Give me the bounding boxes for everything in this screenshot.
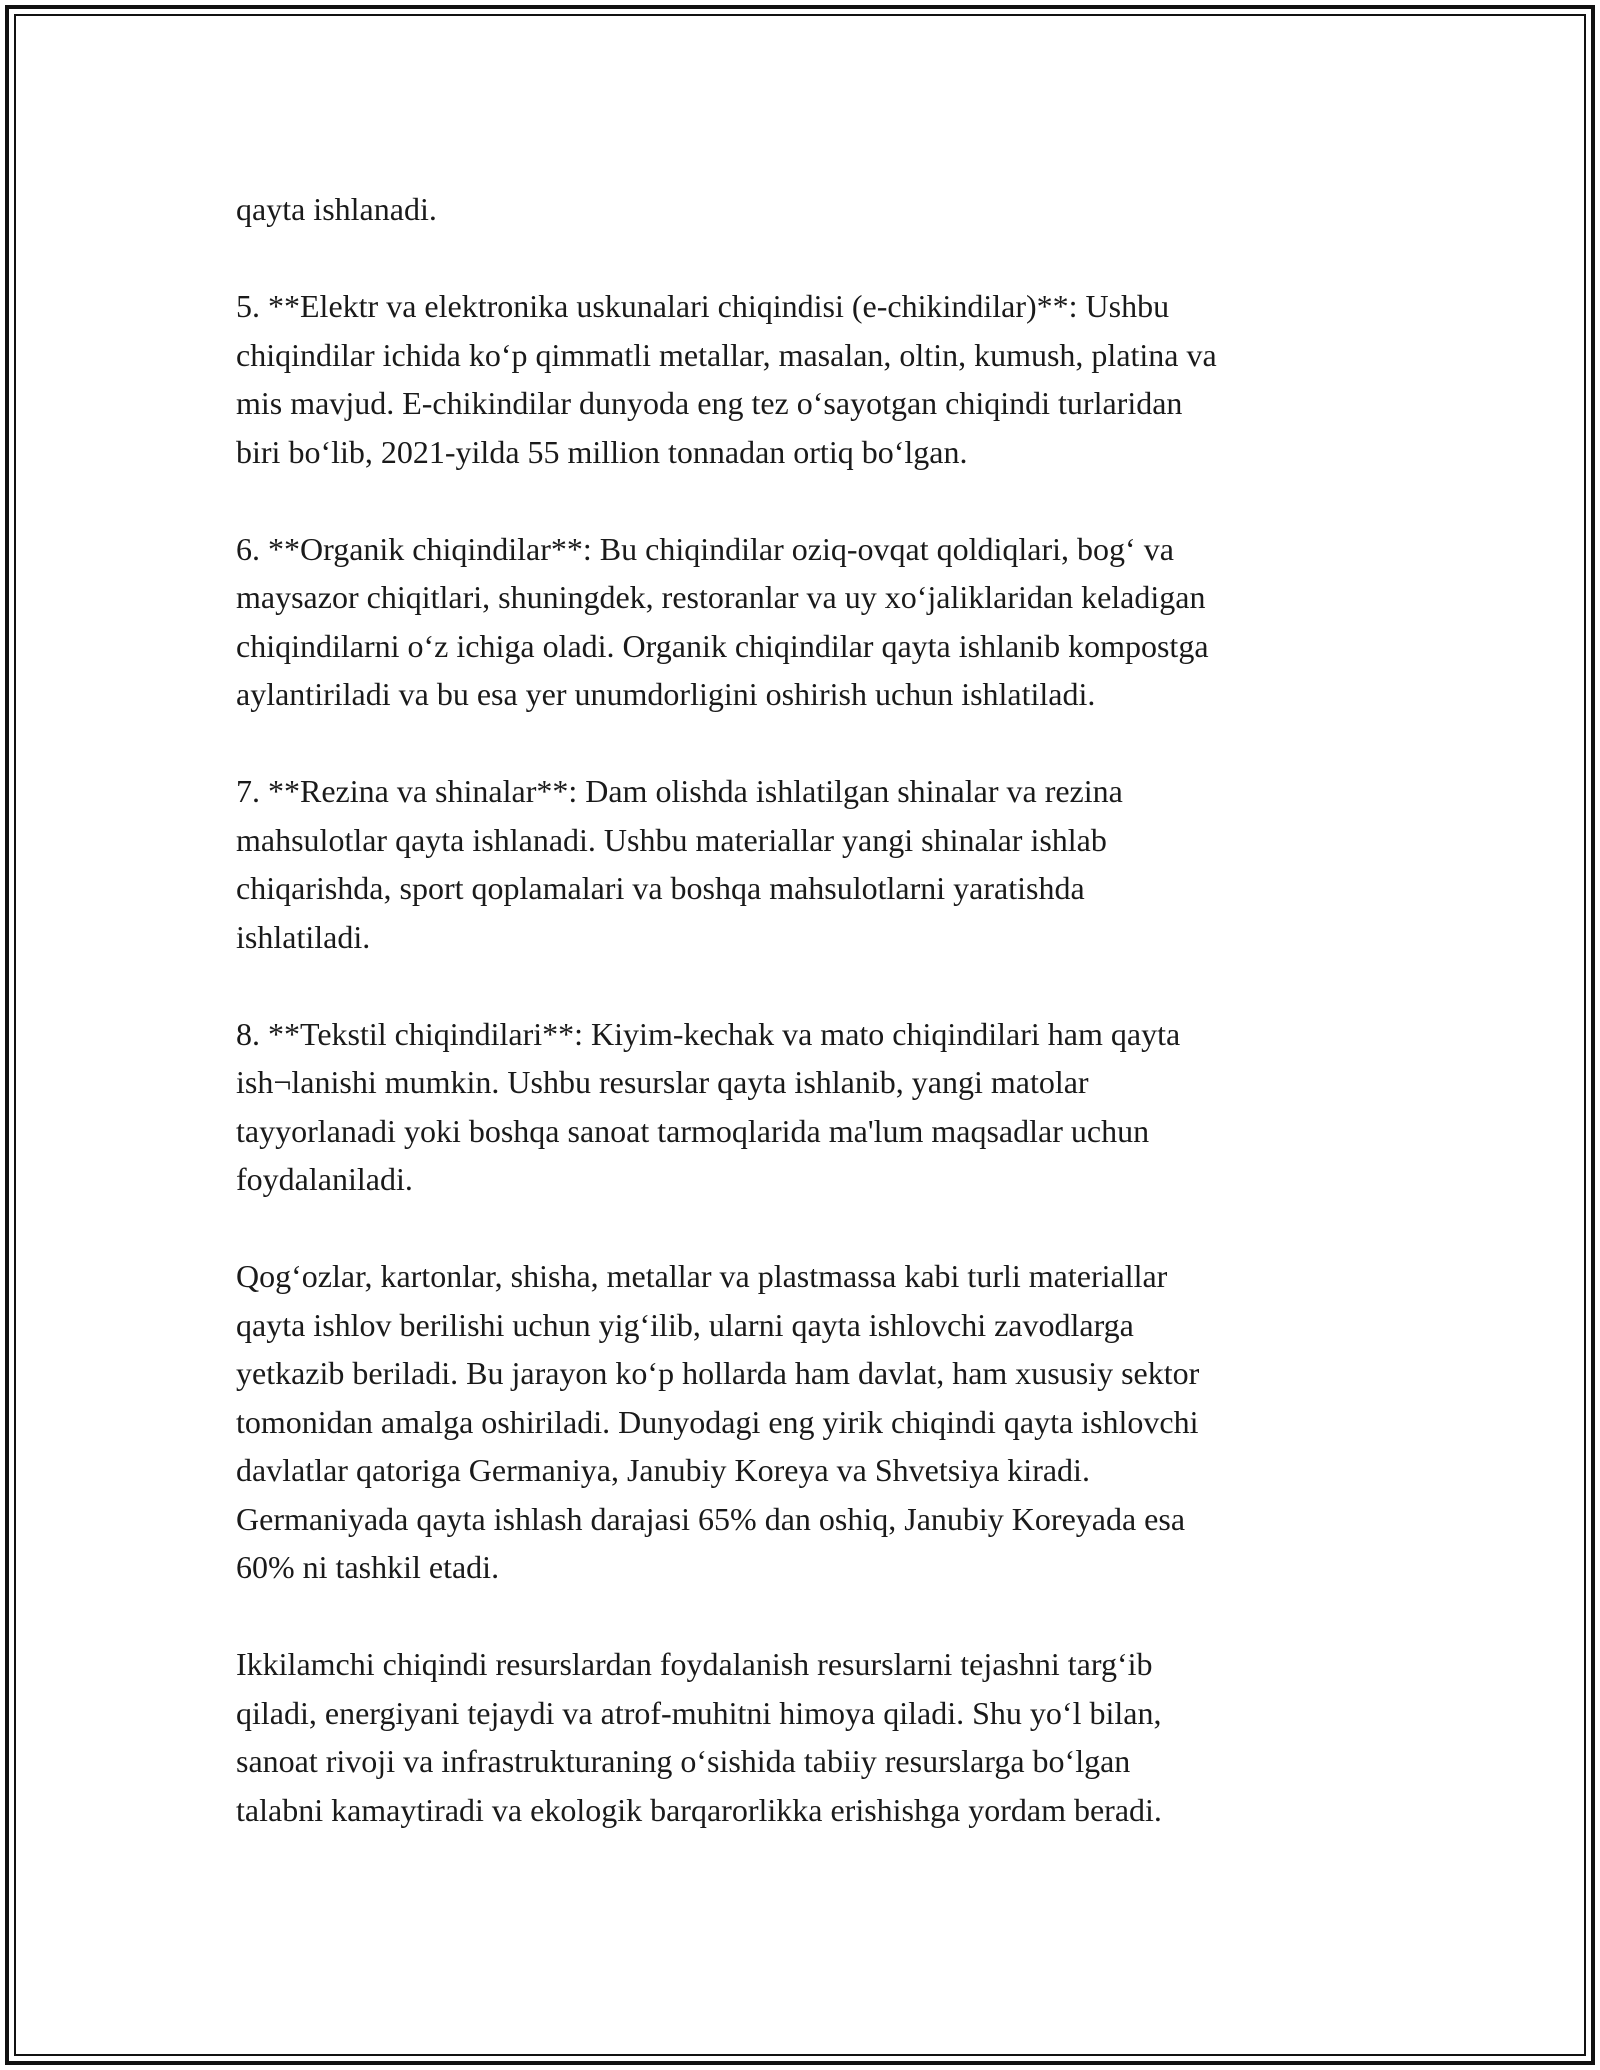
text-line: maysazor chiqitlari, shuningdek, restoranlar va uy xo‘jaliklaridan keladigan: [236, 579, 1206, 615]
text-line: tayyorlanadi yoki boshqa sanoat tarmoqlarida ma'lum maqsadlar uchun: [236, 1112, 1150, 1149]
text-line: qiladi, energiyani tejaydi va atrof-muhitni himoya qiladi. Shu yo‘l bilan,: [236, 1694, 1162, 1731]
text-line: chiqarishda, sport qoplamalari va boshqa mahsulotlarni yaratishda: [236, 870, 1085, 906]
document-body: [236, 185, 1386, 1834]
text-line: ish¬lanishi mumkin. Ushbu resurslar qayta ishlanib, yangi matolar: [236, 1064, 1089, 1100]
text-line: 5. **Elektr va elektronika uskunalari chiqindisi (e-chikindilar)**: Ushbu: [236, 288, 1170, 324]
text-line: yetkazib beriladi. Bu jarayon ko‘p hollarda ham davlat, ham xususiy sektor: [236, 1355, 1200, 1391]
text-line: chiqindilarni o‘z ichiga oladi. Organik chiqindilar qayta ishlanib kompostga: [236, 627, 1209, 664]
text-line: aylantiriladi va bu esa yer unumdorligini oshirish uchun ishlatiladi.: [236, 676, 1096, 712]
text-line: mis mavjud. E-chikindilar dunyoda eng tez o‘sayotgan chiqindi turlaridan: [236, 385, 1183, 421]
text-line: Germaniyada qayta ishlash darajasi 65% dan oshiq, Janubiy Koreyada esa: [236, 1500, 1186, 1537]
paragraph-item-7-rubber-tires: [236, 767, 1386, 961]
text-line: qayta ishlanadi.: [236, 191, 437, 227]
text-line: talabni kamaytiradi va ekologik barqarorlikka erishishga yordam beradi.: [236, 1791, 1162, 1828]
text-line: tomonidan amalga oshiriladi. Dunyodagi eng yirik chiqindi qayta ishlovchi: [236, 1403, 1199, 1440]
text-line: Ikkilamchi chiqindi resurslardan foydalanish resurslarni tejashni targ‘ib: [236, 1646, 1153, 1682]
text-line: Qog‘ozlar, kartonlar, shisha, metallar va plastmassa kabi turli materiallar: [236, 1258, 1168, 1294]
text-line: sanoat rivoji va infrastrukturaning o‘sishida tabiiy resurslarga bo‘lgan: [236, 1743, 1131, 1779]
paragraph-item-6-organic: [236, 525, 1386, 719]
paragraph-item-5-e-waste: [236, 282, 1386, 476]
text-line: ishlatiladi.: [236, 918, 371, 955]
text-line: 7. **Rezina va shinalar**: Dam olishda ishlatilgan shinalar va rezina: [236, 773, 1123, 809]
paragraph-item-8-textile: [236, 1010, 1386, 1204]
text-line: 60% ni tashkil etadi.: [236, 1549, 500, 1585]
text-line: qayta ishlov berilishi uchun yig‘ilib, ularni qayta ishlovchi zavodlarga: [236, 1306, 1134, 1343]
paragraph-conclusion: [236, 1640, 1386, 1834]
text-line: mahsulotlar qayta ishlanadi. Ushbu materiallar yangi shinalar ishlab: [236, 821, 1107, 858]
text-line: foydalaniladi.: [236, 1161, 413, 1197]
paragraph-collection: [236, 1252, 1386, 1592]
text-line: 8. **Tekstil chiqindilari**: Kiyim-kechak va mato chiqindilari ham qayta: [236, 1015, 1181, 1052]
text-line: biri bo‘lib, 2021-yilda 55 million tonnadan ortiq bo‘lgan.: [236, 433, 968, 470]
paragraph-continuation: [236, 185, 1386, 234]
text-line: chiqindilar ichida ko‘p qimmatli metallar, masalan, oltin, kumush, platina va: [236, 336, 1217, 373]
text-line: davlatlar qatoriga Germaniya, Janubiy Koreya va Shvetsiya kiradi.: [236, 1452, 1090, 1488]
text-line: 6. **Organik chiqindilar**: Bu chiqindilar oziq-ovqat qoldiqlari, bog‘ va: [236, 530, 1174, 567]
